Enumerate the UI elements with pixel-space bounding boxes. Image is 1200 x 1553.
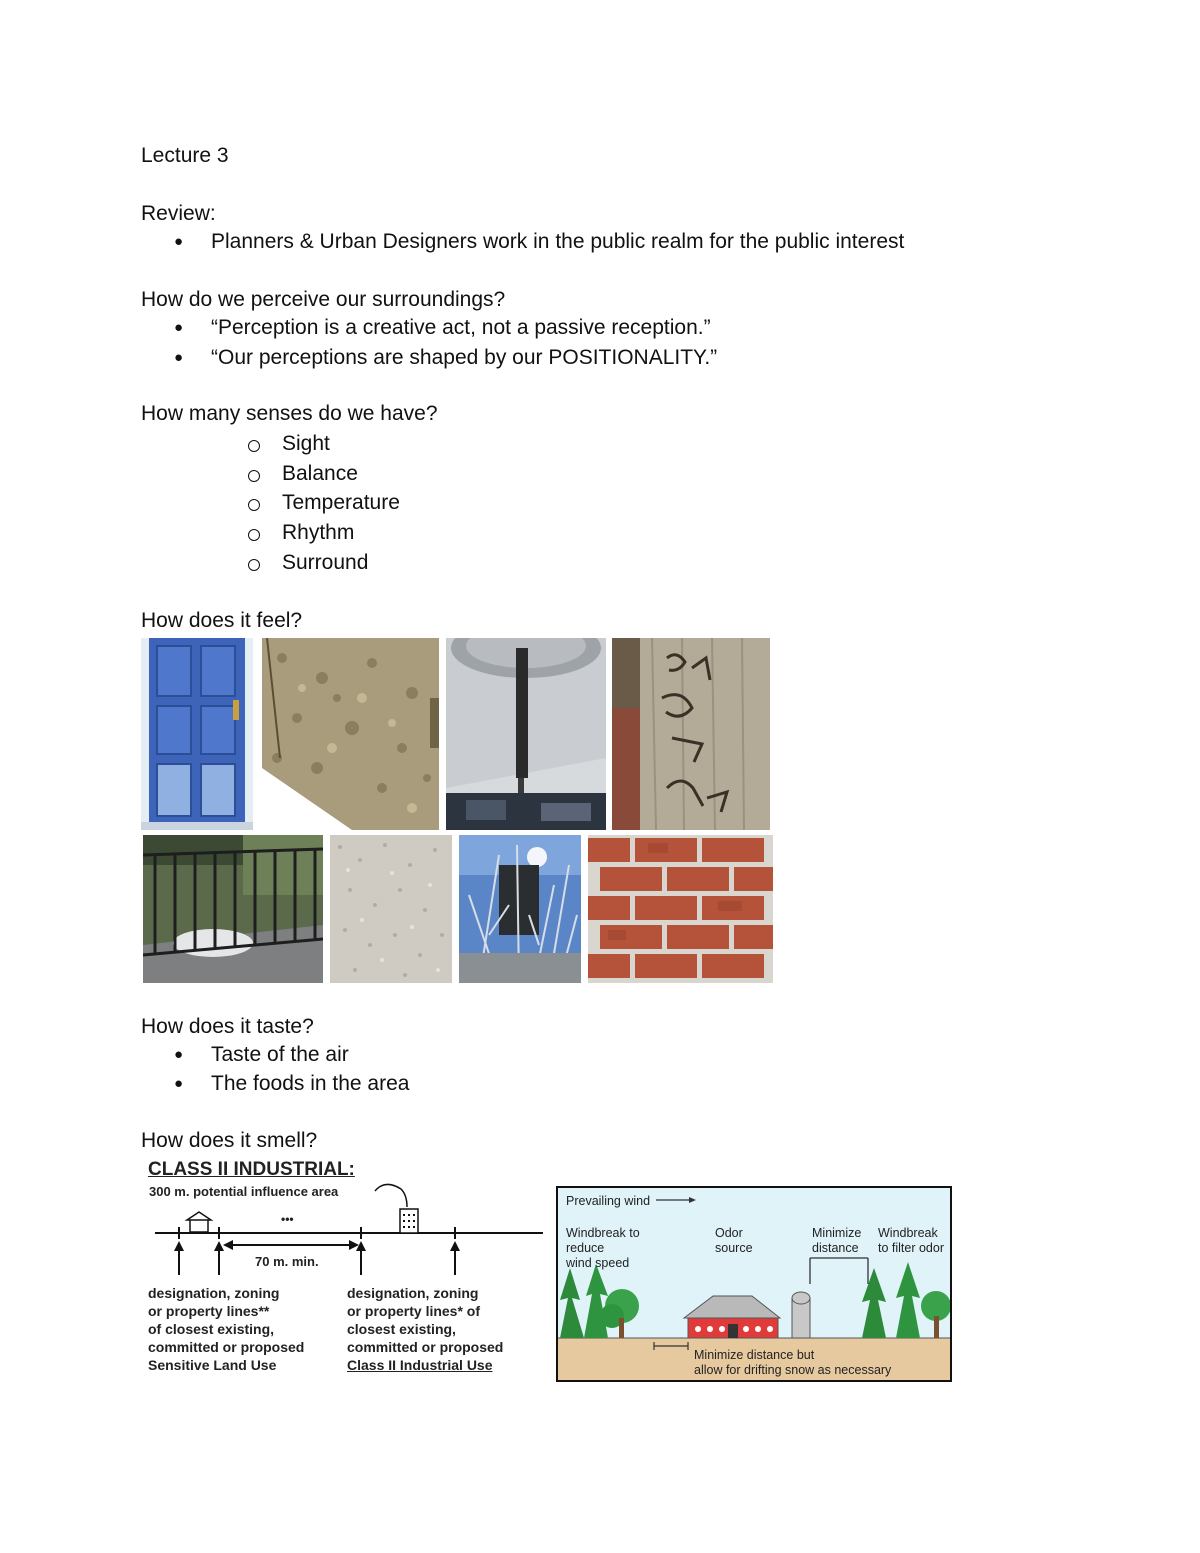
left-caption-line: designation, zoning xyxy=(148,1285,280,1301)
bullet-icon: ● xyxy=(174,1075,184,1092)
bottom-note-label: allow for drifting snow as necessary xyxy=(694,1363,892,1377)
photo-balcony-railing xyxy=(143,835,323,983)
smell-heading: How does it smell? xyxy=(141,1129,318,1152)
bullet-icon: ● xyxy=(174,319,184,336)
perceive-item: “Perception is a creative act, not a passive reception.” xyxy=(211,316,711,339)
photo-gravel xyxy=(330,835,452,983)
odor-source-label: source xyxy=(715,1241,753,1255)
minimize-distance-label: distance xyxy=(812,1241,859,1255)
right-caption-line: or property lines* of xyxy=(347,1303,481,1319)
circle-bullet-icon xyxy=(248,440,260,452)
photo-carved-wood xyxy=(612,638,770,830)
circle-bullet-icon xyxy=(248,499,260,511)
industrial-diagram-title: CLASS II INDUSTRIAL: xyxy=(148,1159,355,1180)
left-caption-line: committed or proposed xyxy=(148,1339,305,1355)
influence-area-label: 300 m. potential influence area xyxy=(149,1184,339,1199)
windbreak-diagram xyxy=(556,1186,952,1382)
left-caption-line: or property lines** xyxy=(148,1303,270,1319)
odor-source-label: Odor xyxy=(715,1226,743,1240)
sense-item: Temperature xyxy=(282,491,400,514)
right-caption-line: closest existing, xyxy=(347,1321,456,1337)
circle-bullet-icon xyxy=(248,529,260,541)
right-caption-line: committed or proposed xyxy=(347,1339,504,1355)
left-caption-line: Sensitive Land Use xyxy=(148,1357,277,1373)
right-caption-line: Class II Industrial Use xyxy=(347,1357,493,1373)
distance-label: 70 m. min. xyxy=(255,1254,319,1269)
senses-heading: How many senses do we have? xyxy=(141,402,438,425)
right-caption-line: designation, zoning xyxy=(347,1285,479,1301)
windbreak-reduce-label: Windbreak to xyxy=(566,1226,640,1240)
windbreak-reduce-label: wind speed xyxy=(566,1256,630,1270)
review-item: Planners & Urban Designers work in the public realm for the public interest xyxy=(211,230,905,253)
circle-bullet-icon xyxy=(248,559,260,571)
feel-heading: How does it feel? xyxy=(141,609,303,632)
taste-item: The foods in the area xyxy=(211,1072,410,1095)
left-caption-line: of closest existing, xyxy=(148,1321,275,1337)
taste-heading: How does it taste? xyxy=(141,1015,314,1038)
review-heading: Review: xyxy=(141,202,216,225)
lecture-title: Lecture 3 xyxy=(141,144,229,167)
photo-red-brick xyxy=(588,835,773,983)
class-ii-industrial-diagram xyxy=(143,1157,548,1382)
windbreak-reduce-label: reduce xyxy=(566,1241,605,1255)
sense-item: Rhythm xyxy=(282,521,355,544)
circle-bullet-icon xyxy=(248,470,260,482)
photo-blue-door xyxy=(141,638,253,830)
perceive-item: “Our perceptions are shaped by our POSITIONALITY.” xyxy=(211,346,718,369)
windbreak-filter-label: Windbreak xyxy=(878,1226,938,1240)
perceive-heading: How do we perceive our surroundings? xyxy=(141,288,506,311)
minimize-distance-label: Minimize xyxy=(812,1226,862,1240)
sense-item: Surround xyxy=(282,551,369,574)
bullet-icon: ● xyxy=(174,1046,184,1063)
photo-stucco-wall xyxy=(262,638,439,830)
bullet-icon: ● xyxy=(174,349,184,366)
windbreak-filter-label: to filter odor xyxy=(878,1241,945,1255)
prevailing-wind-label: Prevailing wind xyxy=(566,1194,651,1208)
bullet-icon: ● xyxy=(174,233,184,250)
dots-label: ••• xyxy=(281,1212,294,1226)
sense-item: Balance xyxy=(282,462,358,485)
bottom-note-label: Minimize distance but xyxy=(694,1348,815,1362)
sense-item: Sight xyxy=(282,432,330,455)
photo-frosted-plants xyxy=(459,835,581,983)
taste-item: Taste of the air xyxy=(211,1043,349,1066)
photo-ceiling-fixture xyxy=(446,638,606,830)
